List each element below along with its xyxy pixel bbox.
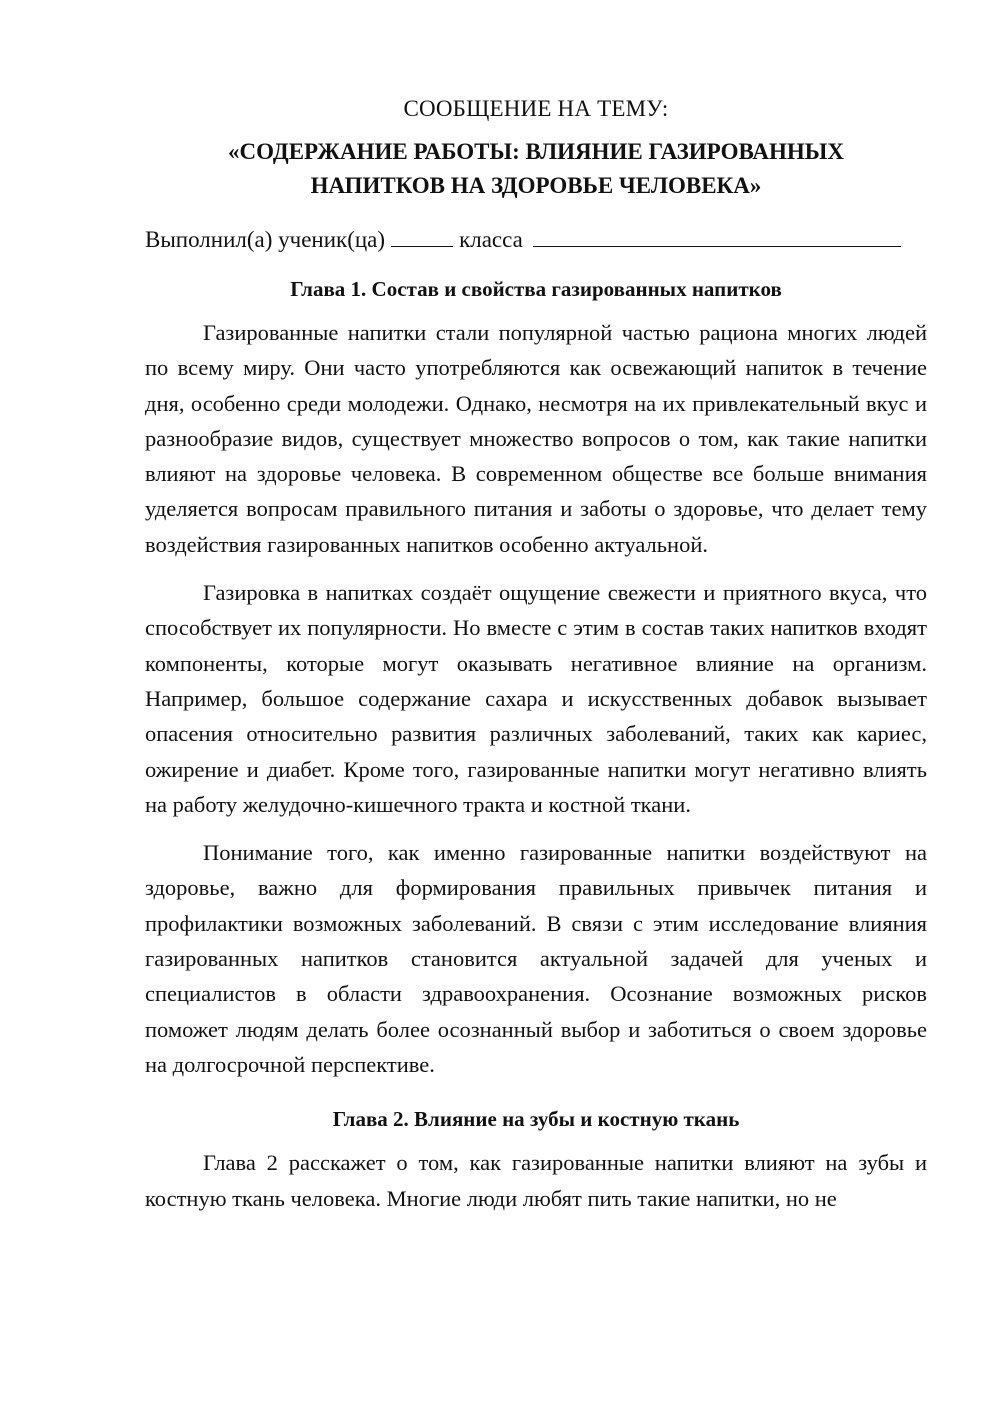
author-line — [145, 223, 927, 256]
document-page — [145, 92, 927, 1229]
chapter-1-heading: Глава 1. Состав и свойства газированных напитков — [290, 277, 782, 301]
student-name-blank — [533, 224, 901, 247]
chapter-1-paragraph-2: Газировка в напитках создаёт ощущение свежести и приятного вкуса, что способствует их популярности. Но вместе с этим в состав таких напитков входят компоненты, которые могут оказывать негативное влияние на организм. Например, большое содержание сахара и искусственных добавок вызывает опасения относительно развития различных заболеваний, таких как кариес, ожирение и диабет. Кроме того, газированные напитки могут негативно влиять на работу желудочно-кишечного тракта и костной ткани. — [145, 580, 927, 817]
performed-by-label: Выполнил(а) ученик(ца) — [145, 227, 386, 252]
chapter-1-paragraph-1: Газированные напитки стали популярной частью рациона многих людей по всему миру. Они часто употребляются как освежающий напиток в течение дня, особенно среди молодежи. Однако, несмотря на их привлекательный вкус и разнообразие видов, существует множество вопросов о том, как такие напитки влияют на здоровье человека. В современном обществе все больше внимания уделяется вопросам правильного питания и заботы о здоровье, что делает тему воздействия газированных напитков особенно актуальной. — [145, 320, 927, 557]
document-header: СООБЩЕНИЕ НА ТЕМУ: — [403, 96, 669, 121]
chapter-1-paragraph-3: Понимание того, как именно газированные напитки воздействуют на здоровье, важно для формирования правильных привычек питания и профилактики возможных заболеваний. В связи с этим исследование влияния газированных напитков становится актуальной задачей для ученых и специалистов в области здравоохранения. Осознание возможных рисков поможет людям делать более осознанный выбор и заботиться о своем здоровье на долгосрочной перспективе. — [145, 840, 927, 1077]
chapter-2-heading: Глава 2. Влияние на зубы и костную ткань — [332, 1107, 740, 1132]
document-title-line-2: НАПИТКОВ НА ЗДОРОВЬЕ ЧЕЛОВЕКА» — [310, 173, 762, 198]
document-title-line-1: «СОДЕРЖАНИЕ РАБОТЫ: ВЛИЯНИЕ ГАЗИРОВАННЫХ — [228, 139, 844, 164]
class-number-blank — [391, 224, 453, 247]
document-title — [145, 135, 927, 203]
class-label: класса — [459, 227, 523, 252]
chapter-2-paragraph-1: Глава 2 расскажет о том, как газированные напитки влияют на зубы и костную ткань человека. Многие люди любят пить такие напитки, но не — [145, 1150, 927, 1211]
